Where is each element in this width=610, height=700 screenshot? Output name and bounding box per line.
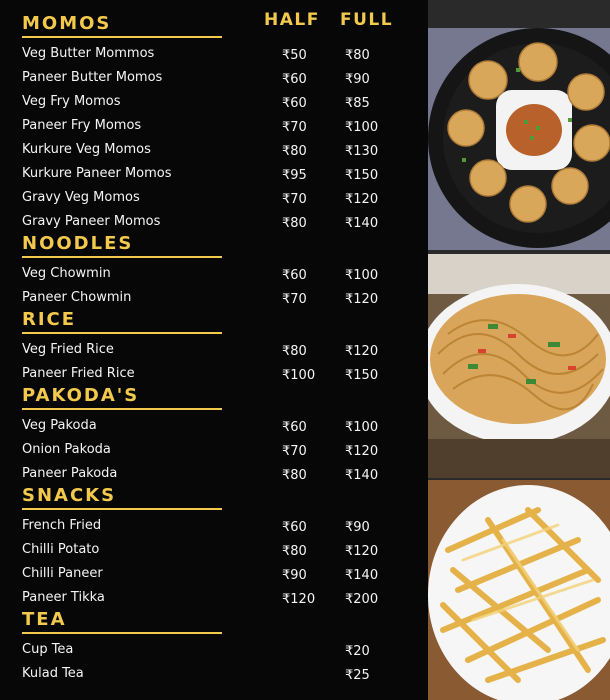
half-price: ₹80: [282, 344, 307, 359]
half-price: ₹60: [282, 72, 307, 87]
full-price: ₹120: [345, 544, 379, 559]
menu-item-name: Kulad Tea: [22, 666, 84, 681]
menu-item-name: Gravy Veg Momos: [22, 190, 140, 205]
half-column-header: HALF: [264, 10, 320, 30]
section-title: TEA: [22, 609, 67, 630]
section-title: MOMOS: [22, 13, 112, 34]
section-underline: [22, 256, 222, 258]
menu-item: [22, 164, 422, 188]
momos-photo: [428, 28, 610, 250]
half-price: ₹70: [282, 444, 307, 459]
full-price: ₹140: [345, 216, 379, 231]
section-underline: [22, 332, 222, 334]
menu-item: [22, 564, 422, 588]
noodles-photo: [428, 254, 610, 478]
full-price: ₹130: [345, 144, 379, 159]
full-column-header: FULL: [340, 10, 394, 30]
menu-item-name: Paneer Butter Momos: [22, 70, 163, 85]
menu-item-name: Paneer Pakoda: [22, 466, 118, 481]
fries-photo: [428, 480, 610, 700]
half-price: ₹100: [282, 368, 316, 383]
full-price: ₹150: [345, 368, 379, 383]
section-rice: [22, 310, 422, 388]
menu-item-name: Veg Fried Rice: [22, 342, 114, 357]
full-price: ₹120: [345, 292, 379, 307]
half-price: ₹50: [282, 48, 307, 63]
food-photos: [428, 0, 610, 700]
menu-item: [22, 116, 422, 140]
menu-item: [22, 588, 422, 612]
menu-item-name: Paneer Chowmin: [22, 290, 132, 305]
section-underline: [22, 36, 222, 38]
section-snacks: [22, 486, 422, 612]
menu-item-name: French Fried: [22, 518, 102, 533]
menu-item: [22, 516, 422, 540]
full-price: ₹100: [345, 420, 379, 435]
menu-item: [22, 44, 422, 68]
half-price: ₹80: [282, 544, 307, 559]
half-price: ₹70: [282, 120, 307, 135]
full-price: ₹150: [345, 168, 379, 183]
full-price: ₹120: [345, 192, 379, 207]
section-title: PAKODA'S: [22, 385, 140, 406]
menu-item-name: Veg Chowmin: [22, 266, 111, 281]
section-title: NOODLES: [22, 233, 134, 254]
half-price: ₹80: [282, 216, 307, 231]
menu-item: [22, 92, 422, 116]
half-price: ₹60: [282, 96, 307, 111]
half-price: ₹60: [282, 520, 307, 535]
full-price: ₹20: [345, 644, 370, 659]
full-price: ₹25: [345, 668, 370, 683]
menu-item-name: Gravy Paneer Momos: [22, 214, 161, 229]
menu-item: [22, 288, 422, 312]
menu-item-name: Onion Pakoda: [22, 442, 111, 457]
section-title: RICE: [22, 309, 77, 330]
half-price: ₹80: [282, 468, 307, 483]
half-price: ₹60: [282, 420, 307, 435]
menu-item-name: Chilli Paneer: [22, 566, 103, 581]
menu-item: [22, 440, 422, 464]
menu-item-name: Chilli Potato: [22, 542, 100, 557]
menu-item: [22, 640, 422, 664]
menu-item-name: Veg Fry Momos: [22, 94, 121, 109]
half-price: ₹70: [282, 192, 307, 207]
half-price: ₹90: [282, 568, 307, 583]
section-momos: [22, 14, 422, 236]
menu-item-name: Cup Tea: [22, 642, 74, 657]
half-price: ₹60: [282, 268, 307, 283]
section-title: SNACKS: [22, 485, 117, 506]
full-price: ₹100: [345, 268, 379, 283]
menu-item-name: Veg Butter Mommos: [22, 46, 155, 61]
full-price: ₹140: [345, 468, 379, 483]
section-tea: [22, 610, 422, 688]
menu-item: [22, 340, 422, 364]
full-price: ₹90: [345, 72, 370, 87]
section-underline: [22, 508, 222, 510]
section-underline: [22, 632, 222, 634]
full-price: ₹100: [345, 120, 379, 135]
half-price: ₹80: [282, 144, 307, 159]
menu-item: [22, 188, 422, 212]
menu-item-name: Veg Pakoda: [22, 418, 97, 433]
menu-item-name: Kurkure Paneer Momos: [22, 166, 172, 181]
menu-item-name: Kurkure Veg Momos: [22, 142, 151, 157]
menu-item: [22, 140, 422, 164]
half-price: ₹120: [282, 592, 316, 607]
menu-item: [22, 540, 422, 564]
menu-item-name: Paneer Fried Rice: [22, 366, 135, 381]
full-price: ₹120: [345, 344, 379, 359]
menu-item: [22, 68, 422, 92]
full-price: ₹140: [345, 568, 379, 583]
full-price: ₹200: [345, 592, 379, 607]
full-price: ₹90: [345, 520, 370, 535]
section-underline: [22, 408, 222, 410]
menu-item-name: Paneer Fry Momos: [22, 118, 142, 133]
menu-item-name: Paneer Tikka: [22, 590, 105, 605]
full-price: ₹120: [345, 444, 379, 459]
menu-item: [22, 416, 422, 440]
menu-item: [22, 264, 422, 288]
half-price: ₹70: [282, 292, 307, 307]
section-pakodas: [22, 386, 422, 488]
section-noodles: [22, 234, 422, 312]
menu-item: [22, 664, 422, 688]
full-price: ₹80: [345, 48, 370, 63]
full-price: ₹85: [345, 96, 370, 111]
half-price: ₹95: [282, 168, 307, 183]
